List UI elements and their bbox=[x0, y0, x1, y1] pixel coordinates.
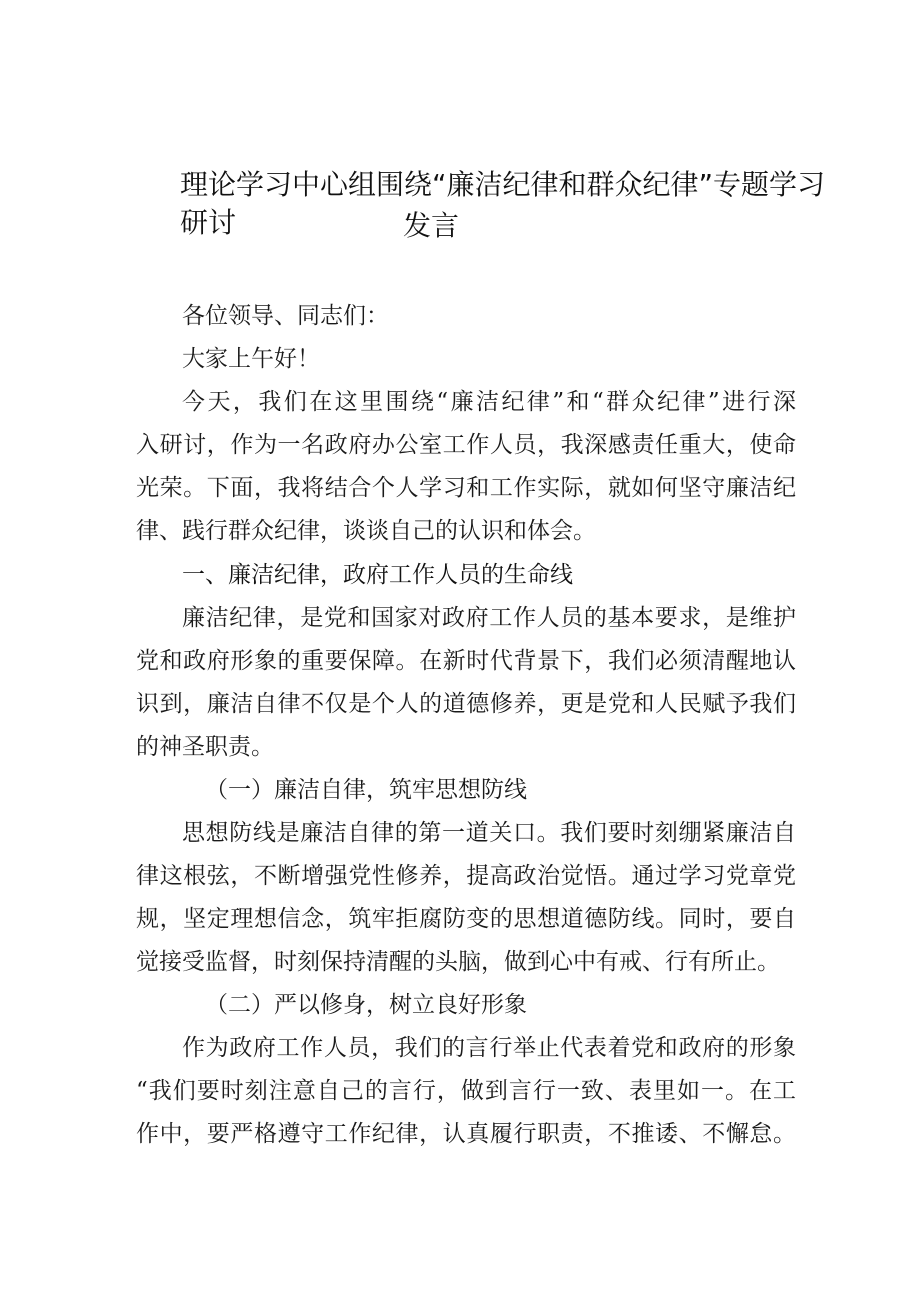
subsection-paragraph-line: 规，坚定理想信念，筑牢拒腐防变的思想道德防线。同时，要自 bbox=[136, 906, 796, 932]
greeting: 大家上午好！ bbox=[182, 346, 320, 372]
intro-line: 今天，我们在这里围绕“廉洁纪律”和“群众纪律”进行深 bbox=[182, 389, 796, 415]
document-title-line-1: 理论学习中心组围绕“廉洁纪律和群众纪律”专题学习研讨 bbox=[180, 168, 826, 239]
subsection-paragraph-line: 作为政府工作人员，我们的言行举止代表着党和政府的形象 bbox=[182, 1035, 796, 1061]
section-paragraph-line: 党和政府形象的重要保障。在新时代背景下，我们必须清醒地认 bbox=[136, 648, 796, 674]
salutation: 各位领导、同志们： bbox=[182, 303, 389, 329]
subsection-heading: （二）严以修身，树立良好形象 bbox=[205, 992, 527, 1018]
subsection-paragraph-line: 律这根弦，不断增强党性修养，提高政治觉悟。通过学习党章党 bbox=[136, 863, 796, 889]
section-paragraph-line: 识到，廉洁自律不仅是个人的道德修养，更是党和人民赋予我们 bbox=[136, 691, 796, 717]
intro-line: 律、践行群众纪律，谈谈自己的认识和体会。 bbox=[136, 518, 596, 544]
section-paragraph-line: 的神圣职责。 bbox=[136, 734, 274, 760]
subsection-heading: （一）廉洁自律，筑牢思想防线 bbox=[205, 777, 527, 803]
intro-line: 入研讨，作为一名政府办公室工作人员，我深感责任重大，使命 bbox=[136, 432, 796, 458]
subsection-paragraph-line: 觉接受监督，时刻保持清醒的头脑，做到心中有戒、行有所止。 bbox=[136, 949, 780, 975]
intro-line: 光荣。下面，我将结合个人学习和工作实际，就如何坚守廉洁纪 bbox=[136, 475, 796, 501]
document-title-line-2: 发言 bbox=[403, 209, 460, 242]
subsection-paragraph-line: 思想防线是廉洁自律的第一道关口。我们要时刻绷紧廉洁自 bbox=[182, 820, 796, 846]
section-paragraph-line: 廉洁纪律，是党和国家对政府工作人员的基本要求，是维护 bbox=[182, 605, 796, 631]
subsection-paragraph-line: “我们要时刻注意自己的言行，做到言行一致、表里如一。在工 bbox=[136, 1078, 796, 1104]
subsection-paragraph-line: 作中，要严格遵守工作纪律，认真履行职责，不推诿、不懈怠。 bbox=[136, 1121, 796, 1147]
section-heading: 一、廉洁纪律，政府工作人员的生命线 bbox=[182, 562, 573, 588]
